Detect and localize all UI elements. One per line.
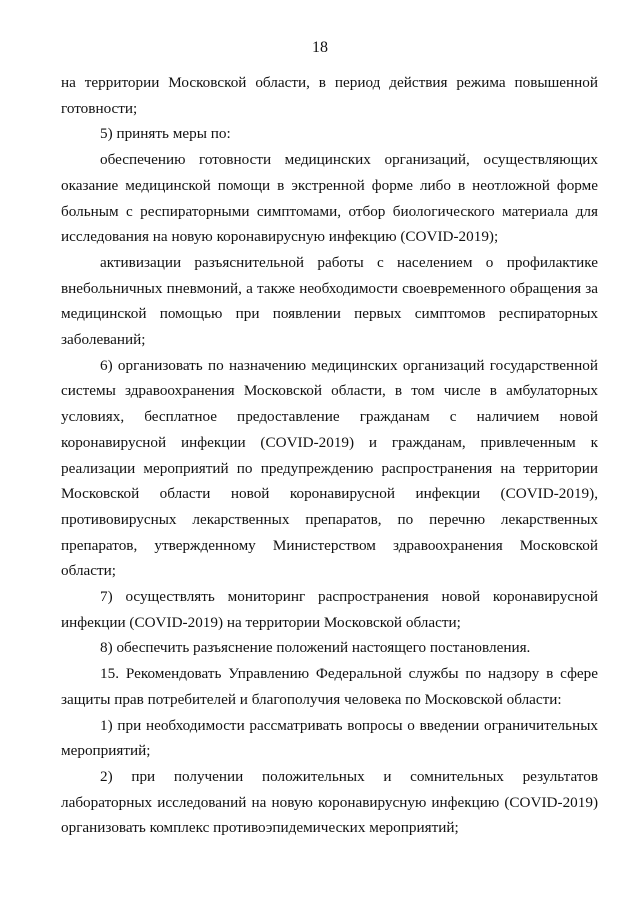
paragraph-item-8: 8) обеспечить разъяснение положений настоящего постановления. — [100, 639, 531, 657]
page-number: 18 — [312, 39, 328, 56]
paragraph-item-7: 7) осуществлять мониторинг распространения новой коронавирусной инфекции (COVID-2019) на территории Московской области; — [61, 588, 598, 631]
document-body — [61, 70, 598, 841]
paragraph-continuation: на территории Московской области, в период действия режима повышенной готовности; — [61, 74, 598, 117]
paragraph-item-5: 5) принять меры по: — [100, 125, 231, 143]
paragraph-awareness-work: активизации разъяснительной работы с населением о профилактике внебольничных пневмоний, а также необходимости своевременного обращения за медицинской помощью при появлении первых симптомов респираторных заболеваний; — [61, 253, 598, 349]
paragraph-medical-readiness: обеспечению готовности медицинских организаций, осуществляющих оказание медицинской помощи в экстренной форме либо в неотложной форме больным с респираторными симптомами, отбор биологического материала для исследования на новую коронавирусную инфекцию (COVID-2019); — [61, 151, 598, 246]
paragraph-section-15: 15. Рекомендовать Управлению Федеральной службы по надзору в сфере защиты прав потребителей и благополучия человека по Московской области: — [61, 665, 598, 708]
paragraph-section-15-item-2: 2) при получении положительных и сомнительных результатов лабораторных исследований на новую коронавирусную инфекцию (COVID-2019) организовать комплекс противоэпидемических мероприятий; — [61, 767, 598, 837]
paragraph-section-15-item-1: 1) при необходимости рассматривать вопросы о введении ограничительных мероприятий; — [61, 716, 598, 760]
paragraph-item-6: 6) организовать по назначению медицинских организаций государственной системы здравоохранения Московской области, в том числе в амбулаторных условиях, бесплатное предоставление гражданам с наличием новой коронавирусной инфекции (COVID-2019) и гражданам, привлеченным к реализации мероприятий по предупреждению распространения на территории Московской области новой коронавирусной инфекции (COVID-2019), противовирусных лекарственных препаратов, по перечню лекарственных препаратов, утвержденному Министерством здравоохранения Московской области; — [61, 356, 598, 580]
